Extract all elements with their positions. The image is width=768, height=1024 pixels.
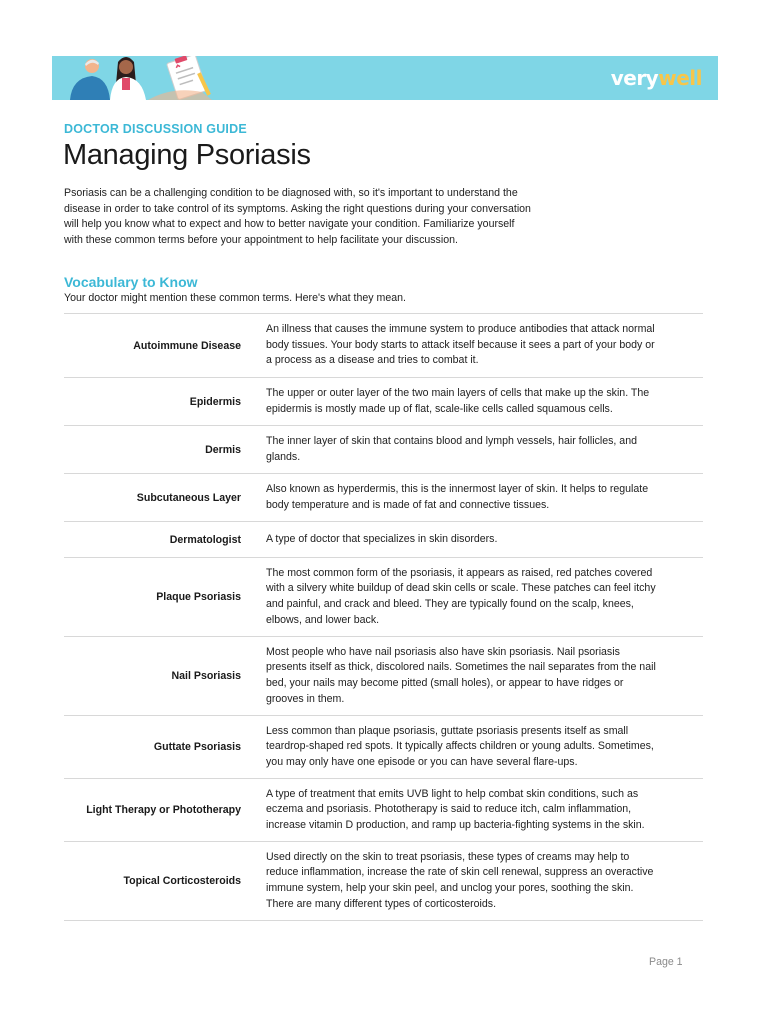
definition-line: glands.: [266, 450, 301, 463]
definition-line: There are many different types of corticosteroids.: [266, 897, 497, 910]
definition-line: The most common form of the psoriasis, it appears as raised, red patches covered: [266, 566, 653, 579]
vocab-row: [64, 314, 703, 378]
definition-line: A type of doctor that specializes in skin disorders.: [266, 532, 498, 545]
vocab-definition: [266, 566, 686, 628]
vocab-definition: [266, 532, 686, 548]
vocab-term: Guttate Psoriasis: [153, 741, 241, 753]
vocab-term: Topical Corticosteroids: [123, 875, 241, 887]
vocab-row: [64, 779, 703, 842]
vocab-term: Nail Psoriasis: [171, 670, 241, 682]
vocab-definition: [266, 482, 686, 513]
intro-line: with these common terms before your appointment to help facilitate your discussion.: [64, 233, 458, 246]
definition-line: teardrop-shaped red spots. It typically affects children or young adults. Sometimes,: [266, 740, 654, 753]
vocab-term: Autoimmune Disease: [133, 339, 241, 352]
intro-line: will help you know what to expect and how to better navigate your condition. Familiarize yourself: [64, 218, 515, 231]
definition-line: a process as a disease and tries to combat it.: [266, 354, 479, 367]
definition-line: body tissues. Your body starts to attack itself because it sees a part of your body or: [266, 338, 655, 351]
definition-line: immune system, help your skin peel, and unclog your pores, soothing the skin.: [266, 882, 634, 894]
vocab-row: [64, 522, 703, 558]
intro-line: disease in order to take control of its symptoms. Asking the right questions during your conversation: [64, 202, 531, 215]
vocab-row: [64, 842, 703, 921]
definition-line: with a silvery white buildup of dead skin cells or scale. These patches can feel itchy: [266, 582, 656, 595]
vocab-term: Dermatologist: [169, 533, 241, 546]
definition-line: The upper or outer layer of the two main layers of cells that make up the skin. The: [266, 386, 650, 399]
definition-line: you may only have one episode or you can have several flare-ups.: [266, 755, 578, 768]
vocab-definition: [266, 850, 686, 912]
vocab-definition: [266, 434, 686, 465]
intro-paragraph: [64, 186, 564, 248]
definition-line: Also known as hyperdermis, this is the innermost layer of skin. It helps to regulate: [266, 482, 649, 495]
intro-line: Psoriasis can be a challenging condition to be diagnosed with, so it's important to understand the: [64, 187, 518, 199]
definition-line: The inner layer of skin that contains blood and lymph vessels, hair follicles, and: [266, 434, 637, 447]
definition-line: presents itself as thick, discolored nails. Sometimes the nail separates from the nail: [266, 661, 656, 674]
verywell-logo: verywell: [610, 66, 702, 90]
page-number: Page 1: [649, 956, 683, 968]
vocabulary-heading: Vocabulary to Know: [64, 274, 198, 290]
definition-line: epidermis is mostly made up of flat, scale-like cells called squamous cells.: [266, 402, 613, 415]
vocab-term: Subcutaneous Layer: [136, 491, 241, 504]
vocab-row: [64, 716, 703, 779]
definition-line: grooves in them.: [266, 692, 345, 705]
vocabulary-table: [64, 313, 703, 921]
definition-line: body temperature and is made of fat and connective tissues.: [266, 498, 550, 511]
definition-line: Less common than plaque psoriasis, guttate psoriasis presents itself as small: [266, 724, 629, 737]
vocab-row: [64, 378, 703, 426]
vocab-row: [64, 637, 703, 716]
doctor-patient-illustration: [52, 56, 252, 100]
definition-line: and painful, and crack and bleed. They are typically found on the scalp, knees,: [266, 598, 634, 610]
header-banner: [52, 56, 718, 100]
definition-line: Most people who have nail psoriasis also have skin psoriasis. Nail psoriasis: [266, 645, 620, 658]
definition-line: eczema and psoriasis. Phototherapy is said to reduce itch, calm inflammation,: [266, 803, 632, 816]
vocab-row: [64, 558, 703, 637]
guide-eyebrow: DOCTOR DISCUSSION GUIDE: [64, 122, 247, 136]
vocab-definition: [266, 645, 686, 707]
definition-line: An illness that causes the immune system to produce antibodies that attack normal: [266, 323, 655, 336]
definition-line: reduce inflammation, increase the rate of skin cell renewal, suppress an overactive: [266, 866, 654, 879]
vocab-term: Light Therapy or Phototherapy: [86, 804, 241, 816]
definition-line: elbows, and lower back.: [266, 613, 380, 626]
definition-line: bed, your nails may become pitted (small holes), or appear to have ridges or: [266, 677, 624, 689]
vocab-definition: [266, 787, 686, 834]
vocab-term: Dermis: [205, 443, 241, 456]
vocab-term: Plaque Psoriasis: [156, 591, 241, 603]
definition-line: A type of treatment that emits UVB light to help combat skin conditions, such as: [266, 787, 639, 800]
vocab-term: Epidermis: [189, 395, 241, 408]
vocab-definition: [266, 386, 686, 417]
vocabulary-subtitle: Your doctor might mention these common terms. Here's what they mean.: [64, 292, 406, 304]
vocab-definition: [266, 322, 686, 369]
definition-line: Used directly on the skin to treat psoriasis, these types of creams may help to: [266, 850, 630, 863]
vocab-row: [64, 426, 703, 474]
vocab-definition: [266, 724, 686, 771]
page-title: Managing Psoriasis: [63, 139, 311, 171]
definition-line: increase vitamin D production, and ramp up bacteria-fighting systems in the skin.: [266, 818, 645, 831]
vocab-row: [64, 474, 703, 522]
